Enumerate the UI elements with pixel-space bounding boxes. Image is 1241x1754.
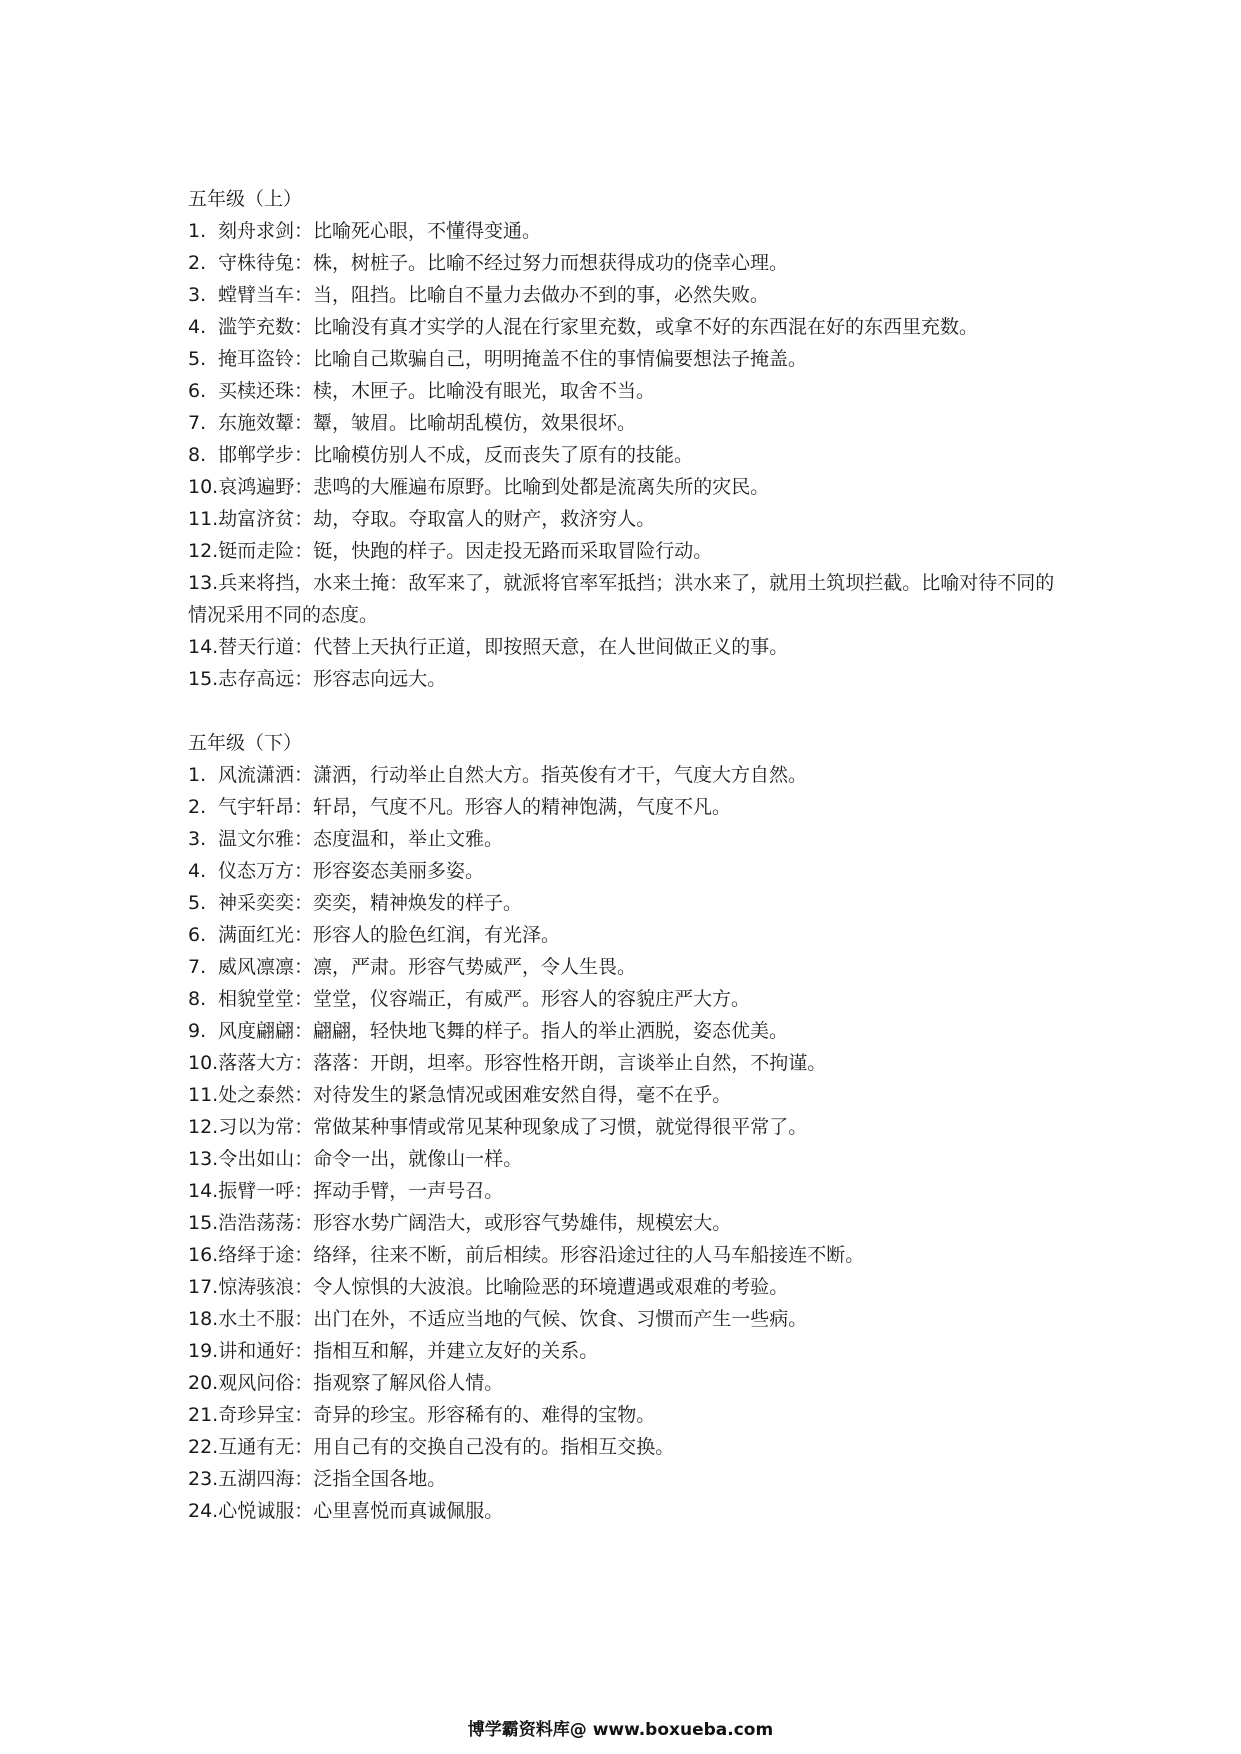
item-number: 7.	[188, 956, 207, 978]
item-number: 23.	[188, 1468, 219, 1490]
idiom-list	[188, 759, 1068, 1527]
item-number: 4.	[188, 316, 207, 338]
list-item	[188, 951, 1068, 983]
item-text: 守株待兔：株，树桩子。比喻不经过努力而想获得成功的侥幸心理。	[218, 252, 789, 274]
list-item	[188, 1495, 1068, 1527]
list-item	[188, 855, 1068, 887]
section-grade5-second-term	[188, 727, 1068, 1527]
item-number: 8.	[188, 988, 207, 1010]
list-item	[188, 1431, 1068, 1463]
item-text: 志存高远：形容志向远大。	[218, 668, 447, 690]
list-item	[188, 663, 1068, 695]
list-item	[188, 919, 1068, 951]
item-number: 13.	[188, 572, 219, 594]
idiom-list	[188, 215, 1068, 695]
item-text: 讲和通好：指相互和解，并建立友好的关系。	[218, 1340, 599, 1362]
section-grade5-first-term	[188, 183, 1068, 695]
item-number: 17.	[188, 1276, 219, 1298]
item-number: 2.	[188, 796, 207, 818]
item-number: 19.	[188, 1340, 219, 1362]
list-item	[188, 791, 1068, 823]
item-text: 铤而走险：铤，快跑的样子。因走投无路而采取冒险行动。	[218, 540, 713, 562]
item-number: 5.	[188, 892, 207, 914]
item-text: 相貌堂堂：堂堂，仪容端正，有威严。形容人的容貌庄严大方。	[218, 988, 751, 1010]
item-text: 温文尔雅：态度温和，举止文雅。	[218, 828, 504, 850]
item-number: 14.	[188, 636, 219, 658]
list-item	[188, 535, 1068, 567]
item-text: 风度翩翩：翩翩，轻快地飞舞的样子。指人的举止洒脱，姿态优美。	[218, 1020, 789, 1042]
list-item	[188, 247, 1068, 279]
item-number: 2.	[188, 252, 207, 274]
item-text: 买椟还珠：椟，木匣子。比喻没有眼光，取舍不当。	[218, 380, 656, 402]
item-number: 24.	[188, 1500, 219, 1522]
item-text: 东施效颦：颦，皱眉。比喻胡乱模仿，效果很坏。	[218, 412, 637, 434]
item-text: 心悦诚服：心里喜悦而真诚佩服。	[218, 1500, 504, 1522]
list-item	[188, 631, 1068, 663]
list-item	[188, 1143, 1068, 1175]
list-item	[188, 1399, 1068, 1431]
list-item	[188, 1111, 1068, 1143]
item-text: 络绎于途：络绎，往来不断，前后相续。形容沿途过往的人马车船接连不断。	[218, 1244, 865, 1266]
item-number: 18.	[188, 1308, 219, 1330]
list-item	[188, 1079, 1068, 1111]
item-text: 水土不服：出门在外，不适应当地的气候、饮食、习惯而产生一些病。	[218, 1308, 808, 1330]
item-number: 13.	[188, 1148, 219, 1170]
item-text: 掩耳盗铃：比喻自己欺骗自己，明明掩盖不住的事情偏要想法子掩盖。	[218, 348, 808, 370]
list-item	[188, 1271, 1068, 1303]
item-number: 1.	[188, 220, 207, 242]
footer-watermark: 博学霸资料库@ www.boxueba.com	[467, 1720, 774, 1740]
item-text: 振臂一呼：挥动手臂，一声号召。	[218, 1180, 504, 1202]
list-item	[188, 823, 1068, 855]
list-item	[188, 567, 1068, 631]
item-text: 落落大方：落落：开朗，坦率。形容性格开朗，言谈举止自然，不拘谨。	[218, 1052, 827, 1074]
item-text: 威风凛凛：凛，严肃。形容气势威严，令人生畏。	[218, 956, 637, 978]
item-number: 9.	[188, 1020, 207, 1042]
item-text: 仪态万方：形容姿态美丽多姿。	[218, 860, 485, 882]
item-number: 6.	[188, 924, 207, 946]
list-item	[188, 503, 1068, 535]
item-text: 令出如山：命令一出，就像山一样。	[218, 1148, 523, 1170]
item-text: 邯郸学步：比喻模仿别人不成，反而丧失了原有的技能。	[218, 444, 694, 466]
item-text: 刻舟求剑：比喻死心眼，不懂得变通。	[218, 220, 542, 242]
list-item	[188, 215, 1068, 247]
list-item	[188, 1175, 1068, 1207]
item-text: 螳臂当车：当，阻挡。比喻自不量力去做办不到的事，必然失败。	[218, 284, 770, 306]
item-number: 7.	[188, 412, 207, 434]
item-text: 哀鸿遍野：悲鸣的大雁遍布原野。比喻到处都是流离失所的灾民。	[218, 476, 770, 498]
list-item	[188, 343, 1068, 375]
list-item	[188, 375, 1068, 407]
item-text: 兵来将挡，水来土掩：敌军来了，就派将官率军抵挡；洪水来了，就用土筑坝拦截。比喻对待不同的情况采用不同的态度。	[188, 572, 1055, 626]
item-number: 10.	[188, 1052, 219, 1074]
item-number: 14.	[188, 1180, 219, 1202]
item-text: 处之泰然：对待发生的紧急情况或困难安然自得，毫不在乎。	[218, 1084, 732, 1106]
list-item	[188, 887, 1068, 919]
item-number: 5.	[188, 348, 207, 370]
item-text: 满面红光：形容人的脸色红润，有光泽。	[218, 924, 561, 946]
list-item	[188, 439, 1068, 471]
item-number: 4.	[188, 860, 207, 882]
item-number: 6.	[188, 380, 207, 402]
list-item	[188, 279, 1068, 311]
list-item	[188, 311, 1068, 343]
item-number: 15.	[188, 668, 219, 690]
item-number: 16.	[188, 1244, 219, 1266]
item-text: 劫富济贫：劫，夺取。夺取富人的财产，救济穷人。	[218, 508, 656, 530]
item-number: 12.	[188, 1116, 219, 1138]
item-number: 3.	[188, 284, 207, 306]
item-number: 10.	[188, 476, 219, 498]
item-number: 3.	[188, 828, 207, 850]
section-title: 五年级（上）	[188, 188, 303, 210]
list-item	[188, 1047, 1068, 1079]
section-title: 五年级（下）	[188, 732, 303, 754]
document-body	[188, 183, 1068, 1527]
list-item	[188, 1463, 1068, 1495]
item-number: 11.	[188, 1084, 219, 1106]
item-text: 互通有无：用自己有的交换自己没有的。指相互交换。	[218, 1436, 675, 1458]
item-text: 惊涛骇浪：令人惊惧的大波浪。比喻险恶的环境遭遇或艰难的考验。	[218, 1276, 789, 1298]
list-item	[188, 1335, 1068, 1367]
item-number: 12.	[188, 540, 219, 562]
item-number: 15.	[188, 1212, 219, 1234]
item-text: 替天行道：代替上天执行正道，即按照天意，在人世间做正义的事。	[218, 636, 789, 658]
list-item	[188, 1015, 1068, 1047]
item-text: 神采奕奕：奕奕，精神焕发的样子。	[218, 892, 523, 914]
item-number: 1.	[188, 764, 207, 786]
list-item	[188, 407, 1068, 439]
list-item	[188, 471, 1068, 503]
item-text: 观风问俗：指观察了解风俗人情。	[218, 1372, 504, 1394]
item-text: 滥竽充数：比喻没有真才实学的人混在行家里充数，或拿不好的东西混在好的东西里充数。	[218, 316, 979, 338]
item-number: 22.	[188, 1436, 219, 1458]
item-number: 8.	[188, 444, 207, 466]
list-item	[188, 1207, 1068, 1239]
item-number: 20.	[188, 1372, 219, 1394]
list-item	[188, 1239, 1068, 1271]
item-text: 习以为常：常做某种事情或常见某种现象成了习惯，就觉得很平常了。	[218, 1116, 808, 1138]
list-item	[188, 1367, 1068, 1399]
item-number: 11.	[188, 508, 219, 530]
list-item	[188, 1303, 1068, 1335]
item-number: 21.	[188, 1404, 219, 1426]
item-text: 风流潇洒：潇洒，行动举止自然大方。指英俊有才干，气度大方自然。	[218, 764, 808, 786]
item-text: 五湖四海：泛指全国各地。	[218, 1468, 447, 1490]
item-text: 气宇轩昂：轩昂，气度不凡。形容人的精神饱满，气度不凡。	[218, 796, 732, 818]
list-item	[188, 759, 1068, 791]
item-text: 奇珍异宝：奇异的珍宝。形容稀有的、难得的宝物。	[218, 1404, 656, 1426]
item-text: 浩浩荡荡：形容水势广阔浩大，或形容气势雄伟，规模宏大。	[218, 1212, 732, 1234]
list-item	[188, 983, 1068, 1015]
